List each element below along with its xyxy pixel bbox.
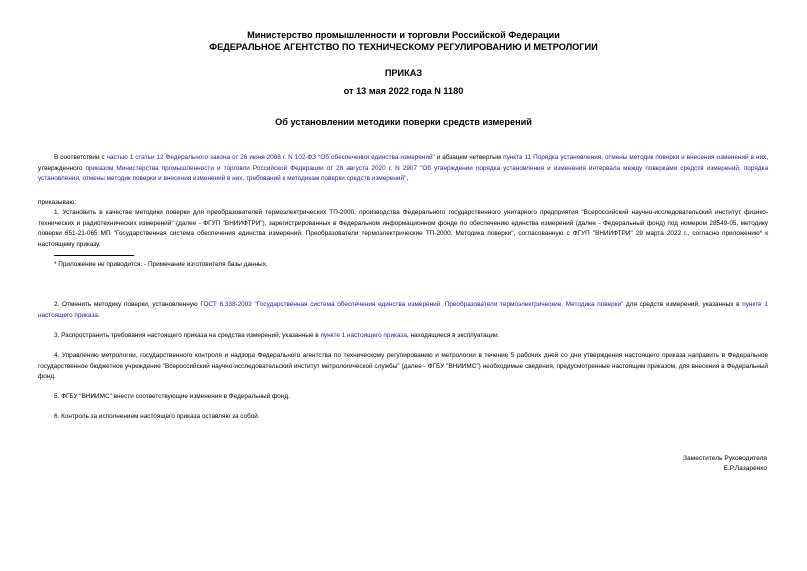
footnote: * Приложение не приводится. - Примечание изготовителя базы данных. [54, 261, 268, 268]
item-2-text-2: для средств измерений, указанных в [623, 301, 743, 308]
item-2-text-3: . [97, 311, 100, 319]
preamble-text-2: и абзацем четвертым [434, 154, 504, 161]
item-3-text-1: 3. Распространить требования настоящего приказа на средства измерений, указанные в [54, 332, 321, 339]
ministry-name: Министерство промышленности и торговли Российской Федерации [247, 30, 560, 40]
link-federal-law[interactable]: частью 1 статьи 12 Федерального закона от 26 июня 2008 г. N 102-ФЗ "Об обеспечении единства измерений" [106, 154, 435, 161]
link-item-1[interactable]: пункте 1 настоящего приказа [38, 301, 768, 319]
preamble-text-4: , [406, 175, 409, 182]
page-title: Об установлении методики поверки средств измерений [275, 117, 532, 127]
agency-name: ФЕДЕРАЛЬНОЕ АГЕНТСТВО ПО ТЕХНИЧЕСКОМУ РЕГУЛИРОВАНИЮ И МЕТРОЛОГИИ [209, 42, 598, 52]
signature-position: Заместитель Руководителя [683, 455, 767, 462]
item-3-text-2: , находящиеся в эксплуатации. [406, 332, 500, 339]
link-item-1-b[interactable]: пункте 1 настоящего приказа [320, 332, 407, 339]
order-word: приказываю: [38, 199, 76, 206]
date-number: от 13 мая 2022 года N 1180 [343, 86, 464, 96]
link-procedure-item-11[interactable]: пункта 11 Порядка установления, отмены методик поверки и внесения изменений в них [503, 154, 767, 161]
footnote-divider [54, 255, 134, 256]
item-2-text-1: 2. Отменить методику поверки, установленную [54, 301, 201, 308]
preamble-text-1: В соответствии с [54, 154, 107, 161]
link-gost[interactable]: ГОСТ 8.338-2002 "Государственная система обеспечения единства измерений. Преобразователи термоэлектрические. Методика поверки" [200, 301, 624, 308]
item-3 [38, 331, 768, 342]
signature-name: Е.Р.Лазаренко [723, 465, 767, 472]
preamble-paragraph [38, 153, 768, 185]
item-5: 5. ФГБУ "ВНИИМС" внести соответствующие изменения в Федеральный фонд. [54, 393, 290, 400]
item-4: 4. Управлению метрологии, государственного контроля и надзора Федерального агентства по техническому регулированию и метрологии в течение 5 рабочих дней со дня утверждения настоящего приказа направить в Федеральное государственное бюджетное учреждение "Всероссийский научно-исследовательский институт метрологической службы" (далее - ФГБУ "ВНИИМС") необходимые сведения, предусмотренные настоящим приказом, для внесения в Федеральный фонд. [38, 352, 768, 380]
item-2 [38, 300, 768, 321]
item-6: 6. Контроль за исполнением настоящего приказа оставляю за собой. [54, 413, 260, 420]
item-1: 1. Установить в качестве методики поверки для преобразователей термоэлектрических ТП-2000, производства Федерального государственного унитарного предприятия "Всероссийский научно-исследовательский институт физико-технических и радиотехнических измерений" (далее - ФГУП "ВНИИФТРИ"), зарегистрированных в Федеральном информационном фонде по обеспечению единства измерений (далее - Федеральный фонд) под номером 28549-05, методику поверки 651-21-065 МП "Государственная система обеспечения единства измерений. Преобразователи термоэлектрические ТП-2000. Методика поверки", согласованную с ФГУП "ВНИИФТРИ" 29 марта 2022 г., согласно приложению* к настоящему приказу. [38, 209, 768, 248]
preamble-text-3: , утвержденного [38, 154, 768, 172]
link-minpromtorg-order[interactable]: приказом Министерства промышленности и торговли Российской Федерации от 28 августа 2020 г. N 2907 "Об утверждении порядка установления и изменения интервала между поверками средств измерений, порядка установления, отмены методик поверки и внесения изменений в них, требований к методикам поверки средств измерений" [38, 164, 768, 182]
doc-type: ПРИКАЗ [384, 68, 423, 78]
